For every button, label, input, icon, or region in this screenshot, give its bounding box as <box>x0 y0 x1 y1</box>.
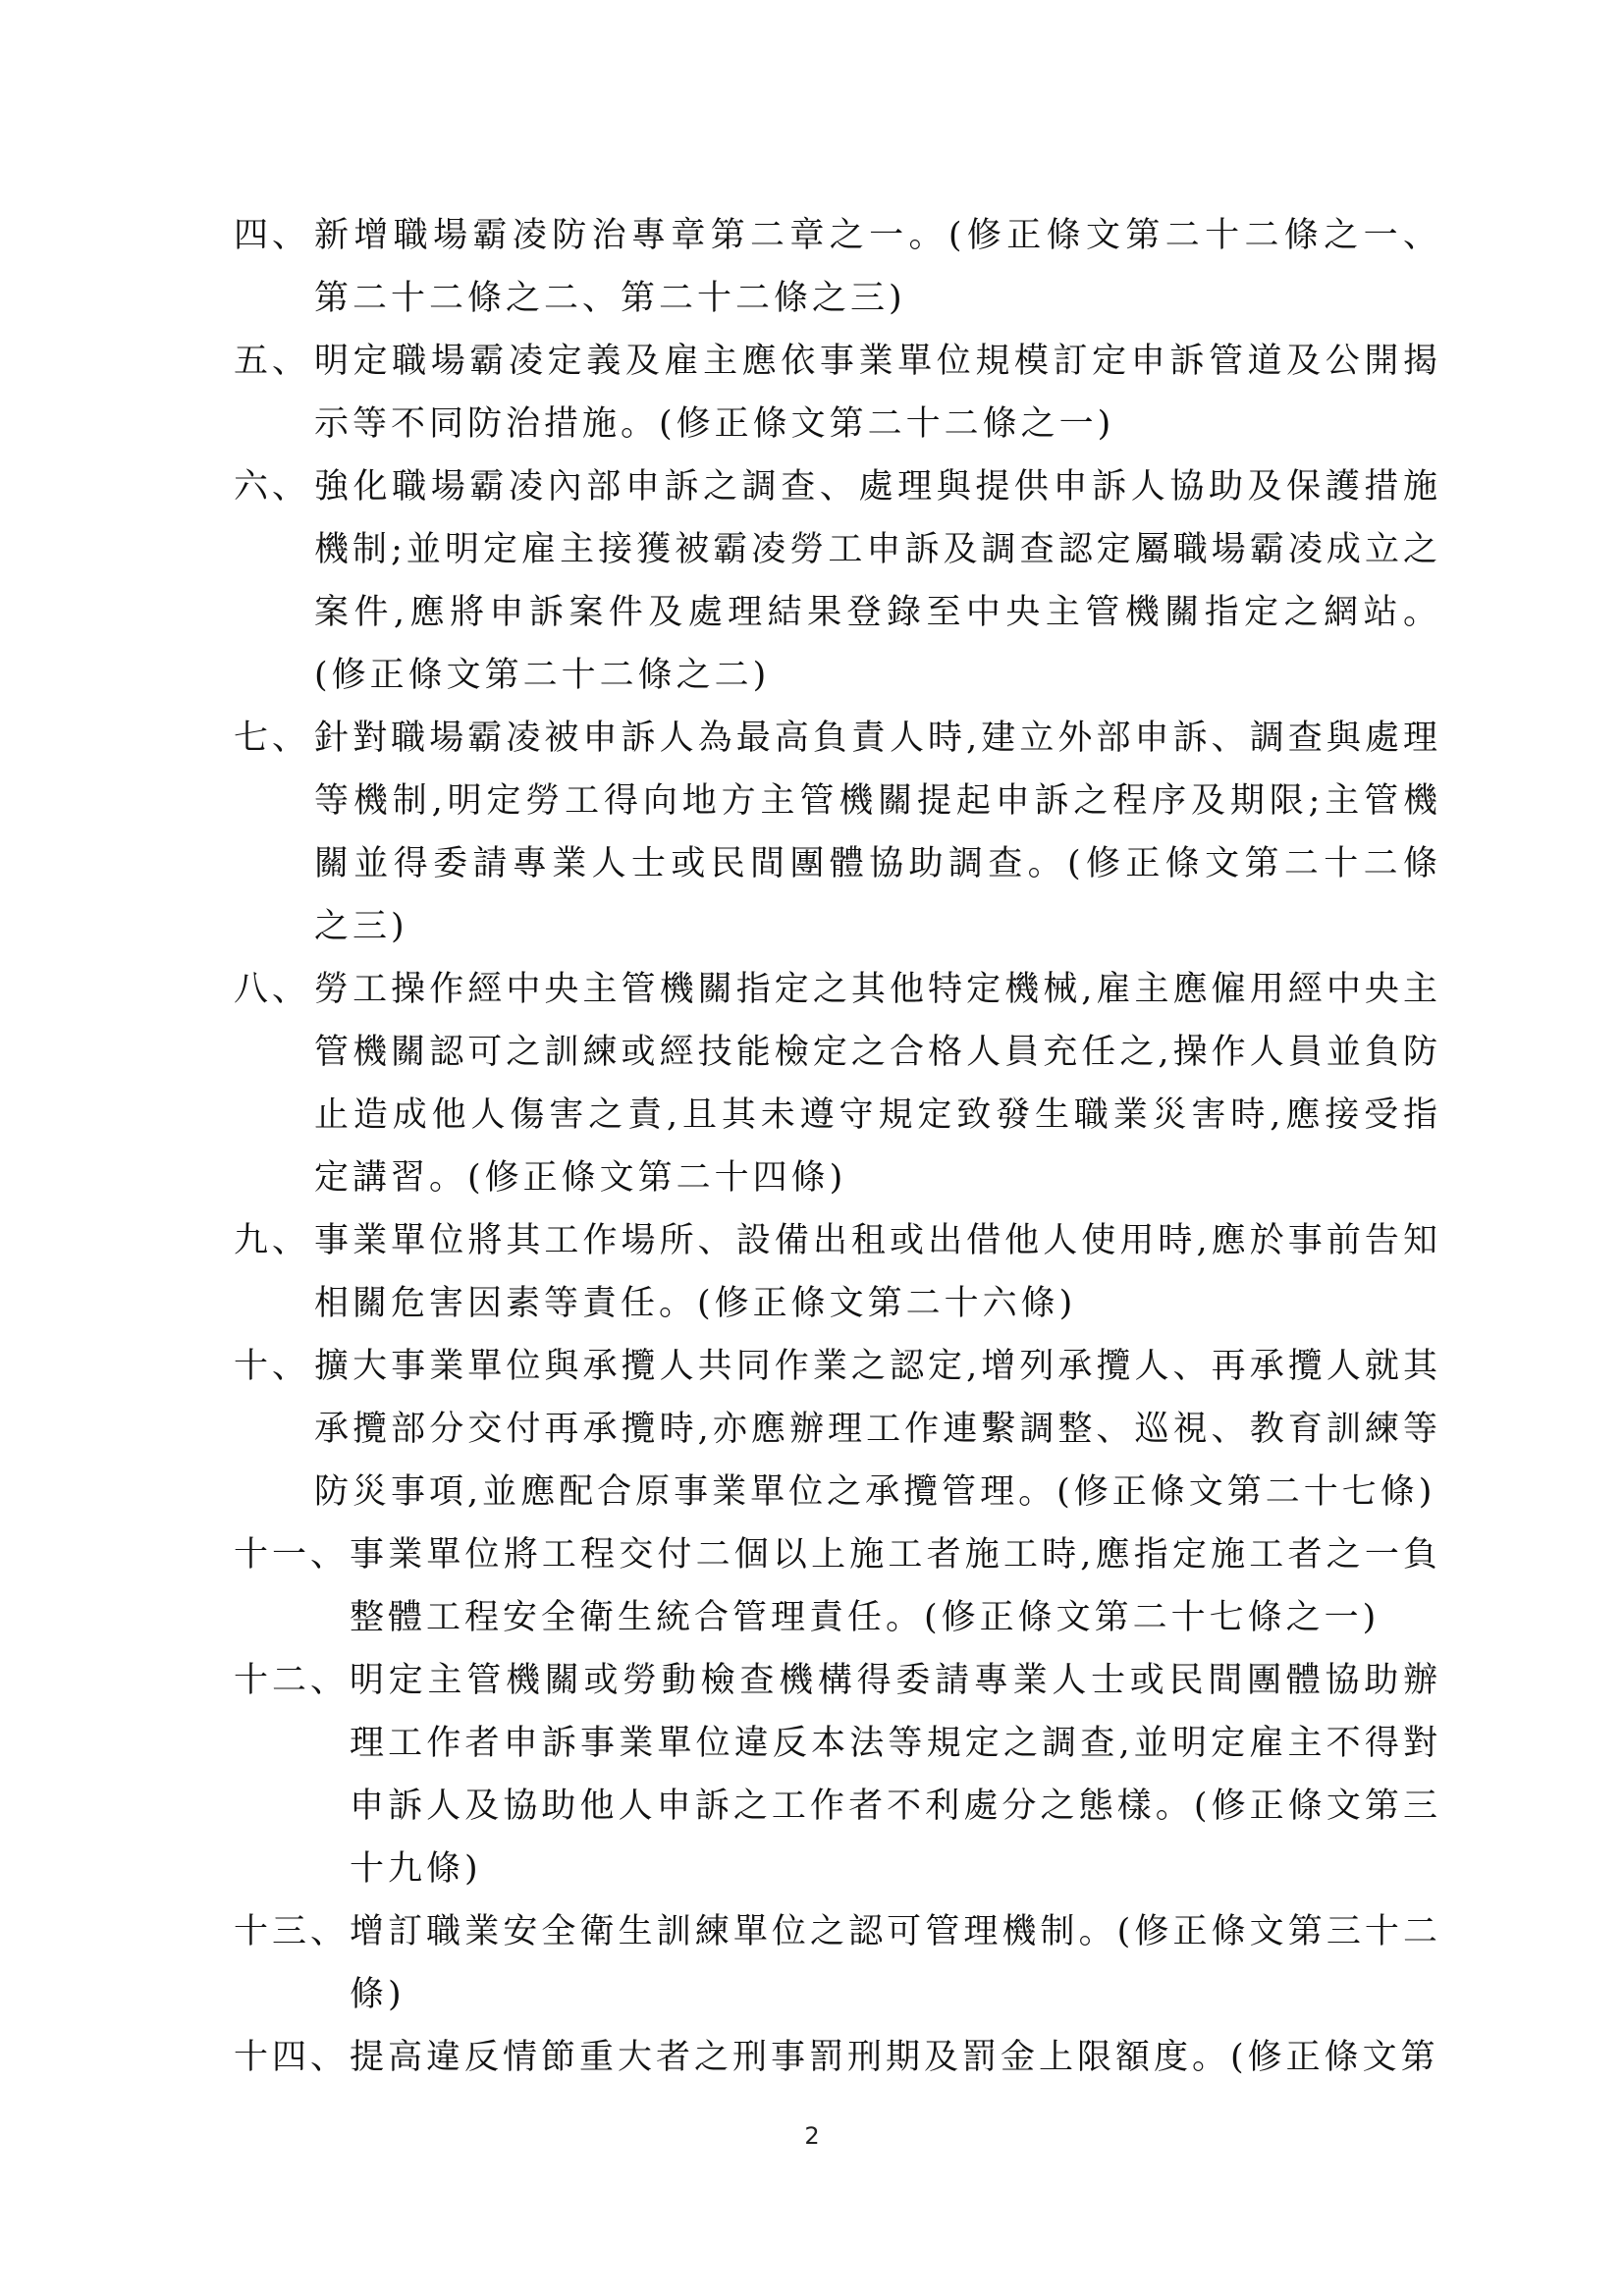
list-item-10 <box>234 1335 1441 1523</box>
item-number: 十二、 <box>234 1661 350 1700</box>
item-number: 十四、 <box>234 2038 350 2077</box>
item-number: 十一、 <box>234 1535 350 1575</box>
item-number: 四、 <box>234 216 311 255</box>
list-item-14 <box>234 2026 1441 2089</box>
list-item-4 <box>234 204 1441 330</box>
item-number: 七、 <box>234 719 311 758</box>
amendment-list <box>234 204 1441 2089</box>
item-number: 八、 <box>234 970 311 1009</box>
item-number: 十三、 <box>234 1912 350 1951</box>
item-text: 明定職場霸凌定義及雇主應依事業單位規模訂定申訴管道及公開揭示等不同防治措施。(修正條文第二十二條之一) <box>314 342 1441 444</box>
item-number: 九、 <box>234 1221 311 1260</box>
item-text: 明定主管機關或勞動檢查機構得委請專業人士或民間團體協助辦理工作者申訴事業單位違反本法等規定之調查,並明定雇主不得對申訴人及協助他人申訴之工作者不利處分之態樣。(修正條文第三十九條) <box>350 1661 1441 1889</box>
item-text: 強化職場霸凌內部申訴之調查、處理與提供申訴人協助及保護措施機制;並明定雇主接獲被霸凌勞工申訴及調查認定屬職場霸凌成立之案件,應將申訴案件及處理結果登錄至中央主管機關指定之網站。(修正條文第二十二條之二) <box>314 467 1441 695</box>
item-text: 增訂職業安全衛生訓練單位之認可管理機制。(修正條文第三十二條) <box>350 1912 1441 2014</box>
item-number: 十、 <box>234 1347 311 1386</box>
list-item-7 <box>234 707 1441 958</box>
item-text: 勞工操作經中央主管機關指定之其他特定機械,雇主應僱用經中央主管機關認可之訓練或經技能檢定之合格人員充任之,操作人員並負防止造成他人傷害之責,且其未遵守規定致發生職業災害時,應接受指定講習。(修正條文第二十四條) <box>314 970 1441 1198</box>
list-item-8 <box>234 958 1441 1209</box>
item-text: 事業單位將其工作場所、設備出租或出借他人使用時,應於事前告知相關危害因素等責任。(修正條文第二十六條) <box>314 1221 1441 1323</box>
item-text: 事業單位將工程交付二個以上施工者施工時,應指定施工者之一負整體工程安全衛生統合管理責任。(修正條文第二十七條之一) <box>350 1535 1441 1637</box>
list-item-6 <box>234 455 1441 707</box>
list-item-11 <box>234 1523 1441 1649</box>
list-item-9 <box>234 1209 1441 1335</box>
list-item-13 <box>234 1900 1441 2026</box>
list-item-5 <box>234 330 1441 455</box>
item-text: 新增職場霸凌防治專章第二章之一。(修正條文第二十二條之一、第二十二條之二、第二十二條之三) <box>314 216 1441 318</box>
item-number: 六、 <box>234 467 311 507</box>
item-text: 擴大事業單位與承攬人共同作業之認定,增列承攬人、再承攬人就其承攬部分交付再承攬時,亦應辦理工作連繫調整、巡視、教育訓練等防災事項,並應配合原事業單位之承攬管理。(修正條文第二十七條) <box>314 1347 1441 1512</box>
item-text: 針對職場霸凌被申訴人為最高負責人時,建立外部申訴、調查與處理等機制,明定勞工得向地方主管機關提起申訴之程序及期限;主管機關並得委請專業人士或民間團體協助調查。(修正條文第二十二條之三) <box>314 719 1441 946</box>
item-number: 五、 <box>234 342 311 381</box>
item-text: 提高違反情節重大者之刑事罰刑期及罰金上限額度。(修正條文第 <box>350 2038 1439 2077</box>
list-item-12 <box>234 1649 1441 1900</box>
page-number: 2 <box>804 2122 820 2150</box>
